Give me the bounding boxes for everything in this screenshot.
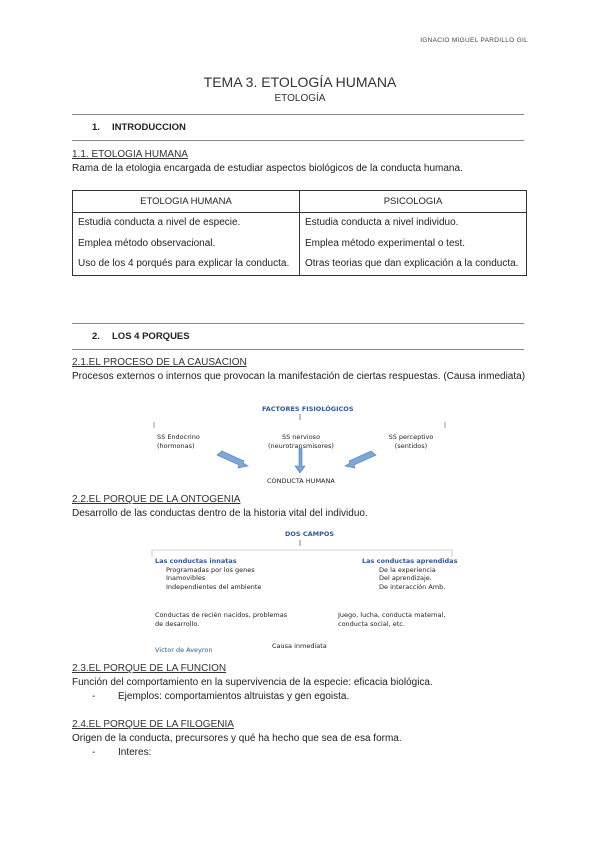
section-2-title: LOS 4 PORQUES bbox=[112, 331, 190, 342]
example-line: conducta social, etc. bbox=[338, 619, 405, 628]
document-subtitle: ETOLOGÍA bbox=[274, 93, 326, 104]
box-sublabel: (sentidos) bbox=[394, 441, 428, 450]
diagram-1-top-label: FACTORES FISIOLÓGICOS bbox=[262, 405, 354, 413]
diagram-2-innatas bbox=[155, 557, 261, 591]
list-item: De interacción Amb. bbox=[379, 582, 446, 591]
box-sublabel: (hormonas) bbox=[157, 441, 195, 450]
header-author: IGNACIO MIGUEL PARDILLO GIL bbox=[420, 37, 528, 44]
table-cell-item: Otras teorias que dan explicación a la conducta. bbox=[305, 258, 519, 269]
document-title: TEMA 3. ETOLOGÍA HUMANA bbox=[203, 74, 397, 90]
subsection-2-3-text: Función del comportamiento en la supervivencia de la especie: eficacia biológica. bbox=[72, 677, 433, 688]
subsection-2-4-bullet bbox=[92, 747, 151, 758]
diagram-2-innatas-examples bbox=[155, 611, 287, 628]
example-line: de desarrollo. bbox=[155, 619, 200, 628]
subsection-2-4-heading: 2.4.EL PORQUE DE LA FILOGENIA bbox=[72, 719, 234, 730]
subsection-2-1-text: Procesos externos o internos que provocan la manifestación de ciertas respuestas. (Causa inmediata) bbox=[72, 371, 526, 382]
list-item: De la experiencia bbox=[379, 565, 436, 574]
subsection-2-3-bullet bbox=[92, 691, 349, 702]
bullet-text: Ejemplos: comportamientos altruistas y gen egoista. bbox=[118, 691, 350, 702]
list-item: Inamovibles bbox=[166, 574, 206, 582]
list-item: Independientes del ambiente bbox=[166, 582, 262, 591]
table-cell-item: Emplea método experimental o test. bbox=[305, 237, 466, 249]
box-label: SS Endocrino bbox=[157, 433, 200, 441]
list-item: Programadas por los genes bbox=[166, 565, 255, 574]
box-label: SS nervioso bbox=[281, 433, 321, 441]
table-cell-item: Emplea método observacional. bbox=[78, 237, 216, 249]
table-header-psicologia: PSICOLOGIA bbox=[300, 191, 527, 213]
box-label: SS perceptivo bbox=[388, 433, 434, 441]
example-line: Juego, lucha, conducta maternal, bbox=[338, 611, 446, 619]
subsection-1-1-text: Rama de la etologia encargada de estudiar aspectos biológicos de la conducta humana. bbox=[72, 163, 463, 174]
diagram-2-top-label: DOS CAMPOS bbox=[285, 530, 335, 538]
subsection-2-1-heading: 2.1.EL PROCESO DE LA CAUSACION bbox=[72, 357, 247, 368]
table-cell-item: Estudia conducta a nivel de especie. bbox=[78, 217, 241, 228]
bullet-dash: - bbox=[92, 747, 96, 758]
subsection-2-4-text: Origen de la conducta, precursores y qué ha hecho que sea de esa forma. bbox=[72, 733, 402, 744]
box-sublabel: (neurotransmisores) bbox=[268, 441, 334, 450]
section-2-number: 2. bbox=[92, 331, 100, 342]
table-cell-item: Estudia conducta a nivel individuo. bbox=[305, 217, 459, 228]
example-line: Conductas de recién nacidos, problemas bbox=[155, 611, 288, 619]
aprendidas-title: Las conductas aprendidas bbox=[362, 557, 458, 565]
diagram-2-aprendidas-examples bbox=[338, 611, 446, 628]
subsection-2-2-heading: 2.2.EL PORQUE DE LA ONTOGENIA bbox=[72, 494, 241, 505]
bullet-dash: - bbox=[92, 691, 96, 702]
innatas-title: Las conductas innatas bbox=[155, 557, 237, 565]
diagram-1-bottom-label: CONDUCTA HUMANA bbox=[267, 477, 335, 485]
bullet-text: Interes: bbox=[118, 747, 152, 758]
table-cell-item: Uso de los 4 porqués para explicar la conducta. bbox=[78, 258, 290, 269]
diagram-2-victor-label: Victor de Aveyron bbox=[155, 646, 213, 654]
list-item: Del aprendizaje. bbox=[379, 574, 432, 582]
diagram-2-causa-label: Causa inmediata bbox=[272, 642, 327, 650]
subsection-2-2-text: Desarrollo de las conductas dentro de la historia vital del individuo. bbox=[72, 508, 368, 519]
subsection-2-3-heading: 2.3.EL PORQUE DE LA FUNCION bbox=[72, 663, 227, 674]
table-header-etologia: ETOLOGIA HUMANA bbox=[73, 191, 300, 213]
section-1-number: 1. bbox=[92, 122, 100, 133]
subsection-1-1-heading: 1.1. ETOLOGIA HUMANA bbox=[72, 149, 188, 160]
diagram-2-aprendidas bbox=[362, 557, 457, 591]
section-1-title: INTRODUCCION bbox=[112, 122, 186, 133]
